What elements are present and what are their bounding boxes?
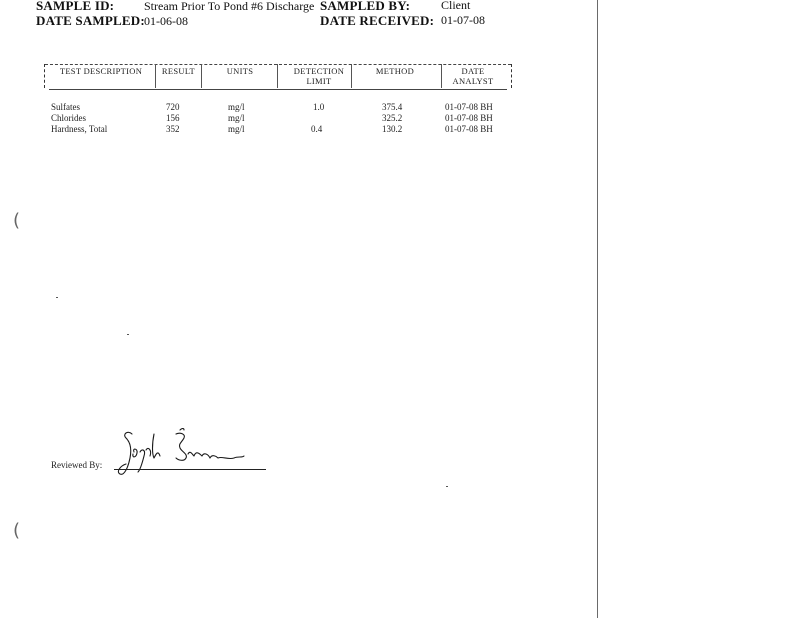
col-test-description: TEST DESCRIPTION [59, 66, 143, 76]
date-received-label: DATE RECEIVED: [320, 13, 435, 28]
cell-test: Sulfates [51, 102, 80, 112]
punch-hole-mark: ( [13, 210, 21, 231]
column-divider [277, 64, 278, 88]
date-sampled-label: DATE SAMPLED: [36, 13, 145, 28]
scan-speck [446, 486, 448, 487]
sampled-by-value: Client [441, 0, 471, 12]
col-date-analyst: DATE ANALYST [452, 66, 494, 86]
date-received-value: 01-07-08 [441, 13, 485, 27]
col-method: METHOD [375, 66, 415, 76]
results-table-header [44, 64, 512, 88]
cell-result: 352 [166, 124, 180, 134]
cell-units: mg/l [228, 124, 245, 134]
reviewed-by-label: Reviewed By: [51, 460, 103, 470]
cell-test: Hardness, Total [51, 124, 108, 134]
signature-image [110, 428, 260, 485]
sample-id-label: SAMPLE ID: [36, 0, 115, 13]
header-bottom-rule [49, 89, 507, 90]
punch-hole-mark: ( [13, 520, 21, 541]
col-result: RESULT [161, 66, 196, 76]
column-divider [201, 64, 202, 88]
signature-line [114, 469, 266, 470]
sampled-by-label: SAMPLED BY: [320, 0, 411, 13]
column-divider [441, 64, 442, 88]
scan-speck [127, 334, 129, 335]
cell-method: 325.2 [382, 113, 403, 123]
cell-method: 375.4 [382, 102, 403, 112]
scan-speck [56, 297, 58, 298]
cell-result: 720 [166, 102, 180, 112]
sample-id-value: Stream Prior To Pond #6 Discharge [144, 0, 315, 13]
table-row [0, 102, 600, 113]
cell-limit: 1.0 [313, 102, 325, 112]
cell-units: mg/l [228, 102, 245, 112]
table-row [0, 113, 600, 124]
column-divider [351, 64, 352, 88]
cell-test: Chlorides [51, 113, 86, 123]
cell-date-analyst: 01-07-08 BH [445, 124, 493, 134]
date-sampled-value: 01-06-08 [144, 14, 188, 28]
col-detection-limit: DETECTION LIMIT [293, 66, 345, 86]
page-edge-line [597, 0, 598, 618]
col-units: UNITS [226, 66, 254, 76]
table-row [0, 124, 600, 135]
cell-method: 130.2 [382, 124, 403, 134]
cell-date-analyst: 01-07-08 BH [445, 102, 493, 112]
cell-result: 156 [166, 113, 180, 123]
cell-date-analyst: 01-07-08 BH [445, 113, 493, 123]
cell-units: mg/l [228, 113, 245, 123]
cell-limit: 0.4 [311, 124, 323, 134]
